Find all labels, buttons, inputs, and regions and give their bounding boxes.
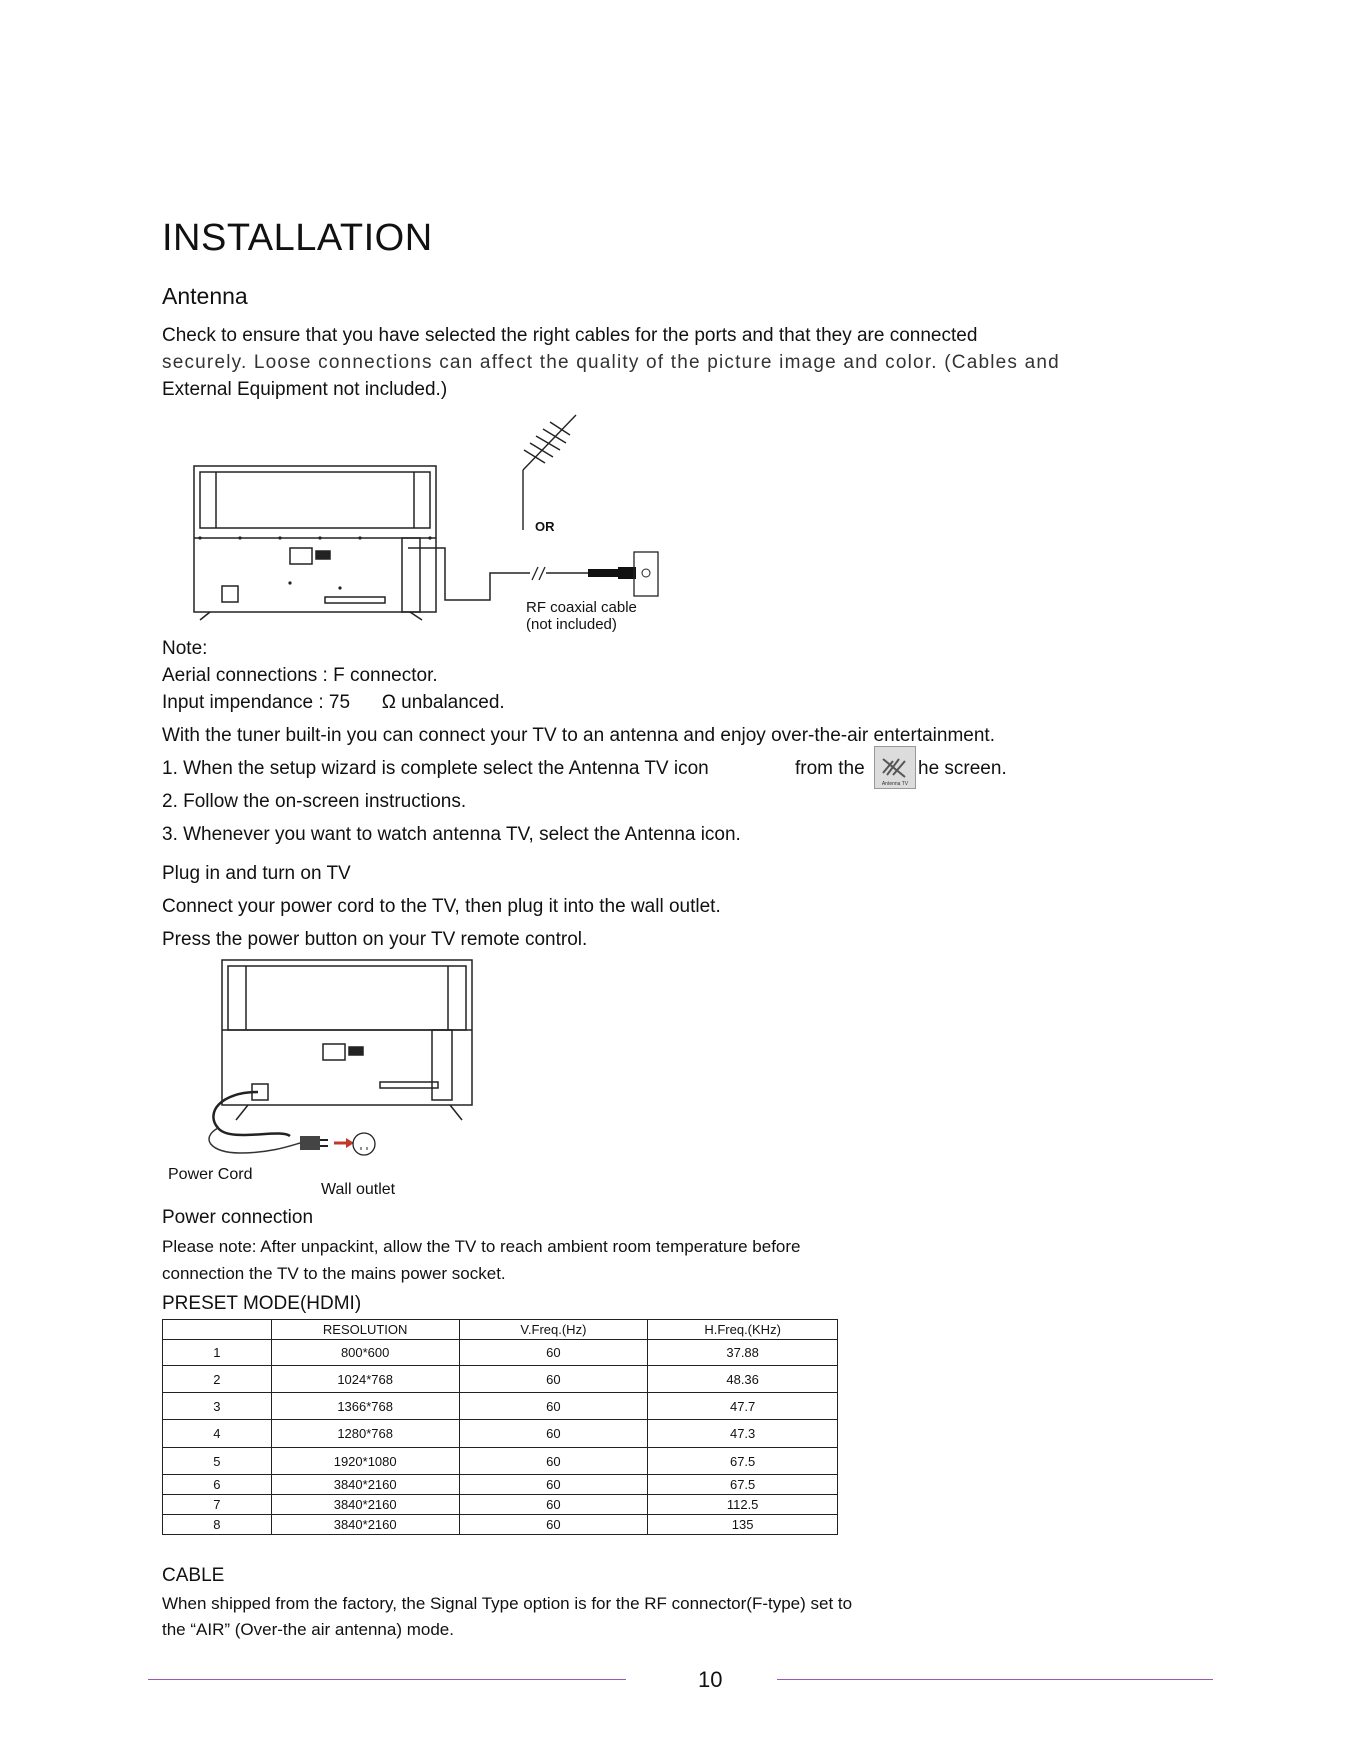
table-row (163, 1420, 838, 1448)
table-cell: 60 (459, 1366, 648, 1393)
table-cell: 2 (163, 1366, 272, 1393)
step-1b: from the (795, 758, 865, 779)
antenna-tv-icon-label: Antenna TV (881, 781, 909, 787)
preset-heading: PRESET MODE(HDMI) (162, 1293, 362, 1314)
column-header (163, 1320, 272, 1340)
table-cell: 8 (163, 1515, 272, 1535)
table-header-row (163, 1320, 838, 1340)
power-line-2: Press the power button on your TV remote control. (162, 929, 588, 950)
table-row (163, 1475, 838, 1495)
power-connection-heading: Power connection (162, 1207, 314, 1228)
note-label: Note: (162, 638, 208, 659)
power-note-line-1: Please note: After unpackint, allow the TV to reach ambient room temperature before (162, 1237, 801, 1256)
table-row (163, 1448, 838, 1475)
step-3: 3. Whenever you want to watch antenna TV, select the Antenna icon. (162, 824, 741, 845)
page-title: INSTALLATION (162, 217, 433, 259)
intro-line-3: External Equipment not included.) (162, 379, 448, 400)
table-cell: 60 (459, 1475, 648, 1495)
cable-line-1: When shipped from the factory, the Signal Type option is for the RF connector(F-type) set to (162, 1594, 853, 1613)
table-cell: 67.5 (648, 1448, 838, 1475)
table-cell: 112.5 (648, 1495, 838, 1515)
power-connection-diagram (200, 958, 480, 1180)
wall-jack-icon (634, 552, 658, 596)
power-note-line-2: connection the TV to the mains power socket. (162, 1264, 506, 1283)
page-number: 10 (698, 1667, 723, 1692)
table-row (163, 1495, 838, 1515)
cable-caption-1: RF coaxial cable (526, 599, 637, 616)
footer-rule-left (148, 1679, 626, 1680)
preset-mode-table (162, 1319, 838, 1535)
cable-line-2: the “AIR” (Over-the air antenna) mode. (162, 1620, 454, 1639)
footer-rule-right (777, 1679, 1213, 1680)
table-cell: 60 (459, 1495, 648, 1515)
table-row (163, 1366, 838, 1393)
table-cell: 1280*768 (271, 1420, 459, 1448)
table-cell: 5 (163, 1448, 272, 1475)
column-header: V.Freq.(Hz) (459, 1320, 648, 1340)
tv-back-illustration (194, 466, 436, 620)
table-cell: 1 (163, 1340, 272, 1366)
table-cell: 800*600 (271, 1340, 459, 1366)
power-cord-caption: Power Cord (168, 1166, 253, 1183)
table-cell: 48.36 (648, 1366, 838, 1393)
wall-outlet-icon (353, 1133, 375, 1155)
table-cell: 3840*2160 (271, 1475, 459, 1495)
table-cell: 60 (459, 1515, 648, 1535)
intro-line-1: Check to ensure that you have selected the right cables for the ports and that they are connected (162, 325, 978, 346)
tuner-text: With the tuner built-in you can connect your TV to an antenna and enjoy over-the-air entertainment. (162, 725, 995, 746)
power-heading: Plug in and turn on TV (162, 863, 351, 884)
cable-heading: CABLE (162, 1565, 225, 1586)
table-cell: 3840*2160 (271, 1515, 459, 1535)
antenna-heading: Antenna (162, 283, 248, 309)
table-cell: 6 (163, 1475, 272, 1495)
antenna-tv-icon (874, 746, 916, 789)
power-line-1: Connect your power cord to the TV, then plug it into the wall outlet. (162, 896, 721, 917)
table-cell: 47.7 (648, 1393, 838, 1420)
note-impedance: Input impendance : 75 Ω unbalanced. (162, 692, 505, 713)
table-row (163, 1340, 838, 1366)
note-aerial: Aerial connections : F connector. (162, 665, 438, 686)
cable-caption-2: (not included) (526, 616, 617, 633)
antenna-icon (523, 415, 576, 530)
step-2: 2. Follow the on-screen instructions. (162, 791, 467, 812)
table-cell: 47.3 (648, 1420, 838, 1448)
table-cell: 60 (459, 1448, 648, 1475)
wall-outlet-caption: Wall outlet (321, 1181, 396, 1198)
step-1a: 1. When the setup wizard is complete select the Antenna TV icon (162, 758, 709, 779)
table-cell: 3 (163, 1393, 272, 1420)
table-cell: 3840*2160 (271, 1495, 459, 1515)
table-cell: 4 (163, 1420, 272, 1448)
column-header: H.Freq.(KHz) (648, 1320, 838, 1340)
table-cell: 37.88 (648, 1340, 838, 1366)
table-cell: 67.5 (648, 1475, 838, 1495)
table-cell: 1366*768 (271, 1393, 459, 1420)
table-cell: 60 (459, 1393, 648, 1420)
table-cell: 60 (459, 1340, 648, 1366)
step-1c: he screen. (918, 758, 1007, 779)
column-header: RESOLUTION (271, 1320, 459, 1340)
intro-line-2: securely. Loose connections can affect the quality of the picture image and color. (Cables and (162, 352, 1060, 373)
table-cell: 60 (459, 1420, 648, 1448)
table-cell: 1024*768 (271, 1366, 459, 1393)
tv-back-illustration (222, 960, 472, 1120)
table-cell: 1920*1080 (271, 1448, 459, 1475)
table-row (163, 1515, 838, 1535)
table-cell: 7 (163, 1495, 272, 1515)
or-label: OR (535, 519, 555, 534)
table-cell: 135 (648, 1515, 838, 1535)
table-row (163, 1393, 838, 1420)
